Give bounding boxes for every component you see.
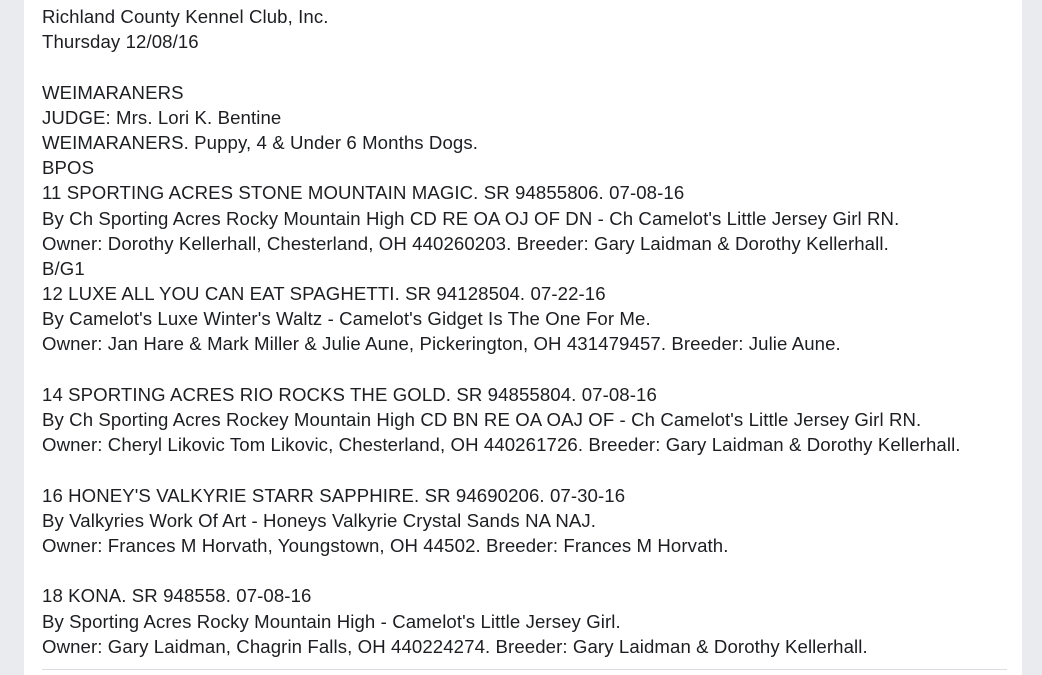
entry-owner: Owner: Gary Laidman, Chagrin Falls, OH 440224274. Breeder: Gary Laidman & Dorothy Kellerhall. <box>42 635 868 657</box>
entry-title: 14 SPORTING ACRES RIO ROCKS THE GOLD. SR 94855804. 07-08-16 <box>42 383 657 405</box>
entry-award: BPOS <box>42 157 95 179</box>
blank-line <box>42 457 1017 482</box>
entry-pedigree: By Sporting Acres Rocky Mountain High - Camelot's Little Jersey Girl. <box>42 610 621 632</box>
club-name: Richland County Kennel Club, Inc. <box>42 6 329 27</box>
entry-owner: Owner: Cheryl Likovic Tom Likovic, Chesterland, OH 440261726. Breeder: Gary Laidman & Dorothy Kellerhall. <box>42 434 961 456</box>
entry-title: 12 LUXE ALL YOU CAN EAT SPAGHETTI. SR 94128504. 07-22-16 <box>42 283 606 305</box>
entry-title: 16 HONEY'S VALKYRIE STARR SAPPHIRE. SR 94690206. 07-30-16 <box>42 484 626 506</box>
entry-title: 18 KONA. SR 948558. 07-08-16 <box>42 585 312 607</box>
post-card <box>24 0 1022 675</box>
blank-line <box>42 54 1017 79</box>
entry-pedigree: By Camelot's Luxe Winter's Waltz - Camelot's Gidget Is The One For Me. <box>42 308 651 330</box>
divider <box>42 669 1007 670</box>
post-text <box>42 4 1017 659</box>
entry-owner: Owner: Dorothy Kellerhall, Chesterland, OH 440260203. Breeder: Gary Laidman & Dorothy Kellerhall. <box>42 232 889 254</box>
entry-award: B/G1 <box>42 257 85 279</box>
judge-line: JUDGE: Mrs. Lori K. Bentine <box>42 106 282 128</box>
breed-heading: WEIMARANERS <box>42 81 184 103</box>
entry-pedigree: By Valkyries Work Of Art - Honeys Valkyrie Crystal Sands NA NAJ. <box>42 509 597 531</box>
class-line: WEIMARANERS. Puppy, 4 & Under 6 Months Dogs. <box>42 131 479 153</box>
entry-title: 11 SPORTING ACRES STONE MOUNTAIN MAGIC. SR 94855806. 07-08-16 <box>42 182 685 204</box>
entry-pedigree: By Ch Sporting Acres Rocky Mountain High CD RE OA OJ OF DN - Ch Camelot's Little Jersey Girl RN. <box>42 207 900 229</box>
show-date: Thursday 12/08/16 <box>42 31 199 53</box>
entry-owner: Owner: Frances M Horvath, Youngstown, OH 44502. Breeder: Frances M Horvath. <box>42 534 729 556</box>
blank-line <box>42 558 1017 583</box>
entry-owner: Owner: Jan Hare & Mark Miller & Julie Aune, Pickerington, OH 431479457. Breeder: Julie Aune. <box>42 333 841 355</box>
entry-pedigree: By Ch Sporting Acres Rockey Mountain High CD BN RE OA OAJ OF - Ch Camelot's Little Jersey Girl RN. <box>42 409 922 430</box>
blank-line <box>42 357 1017 382</box>
